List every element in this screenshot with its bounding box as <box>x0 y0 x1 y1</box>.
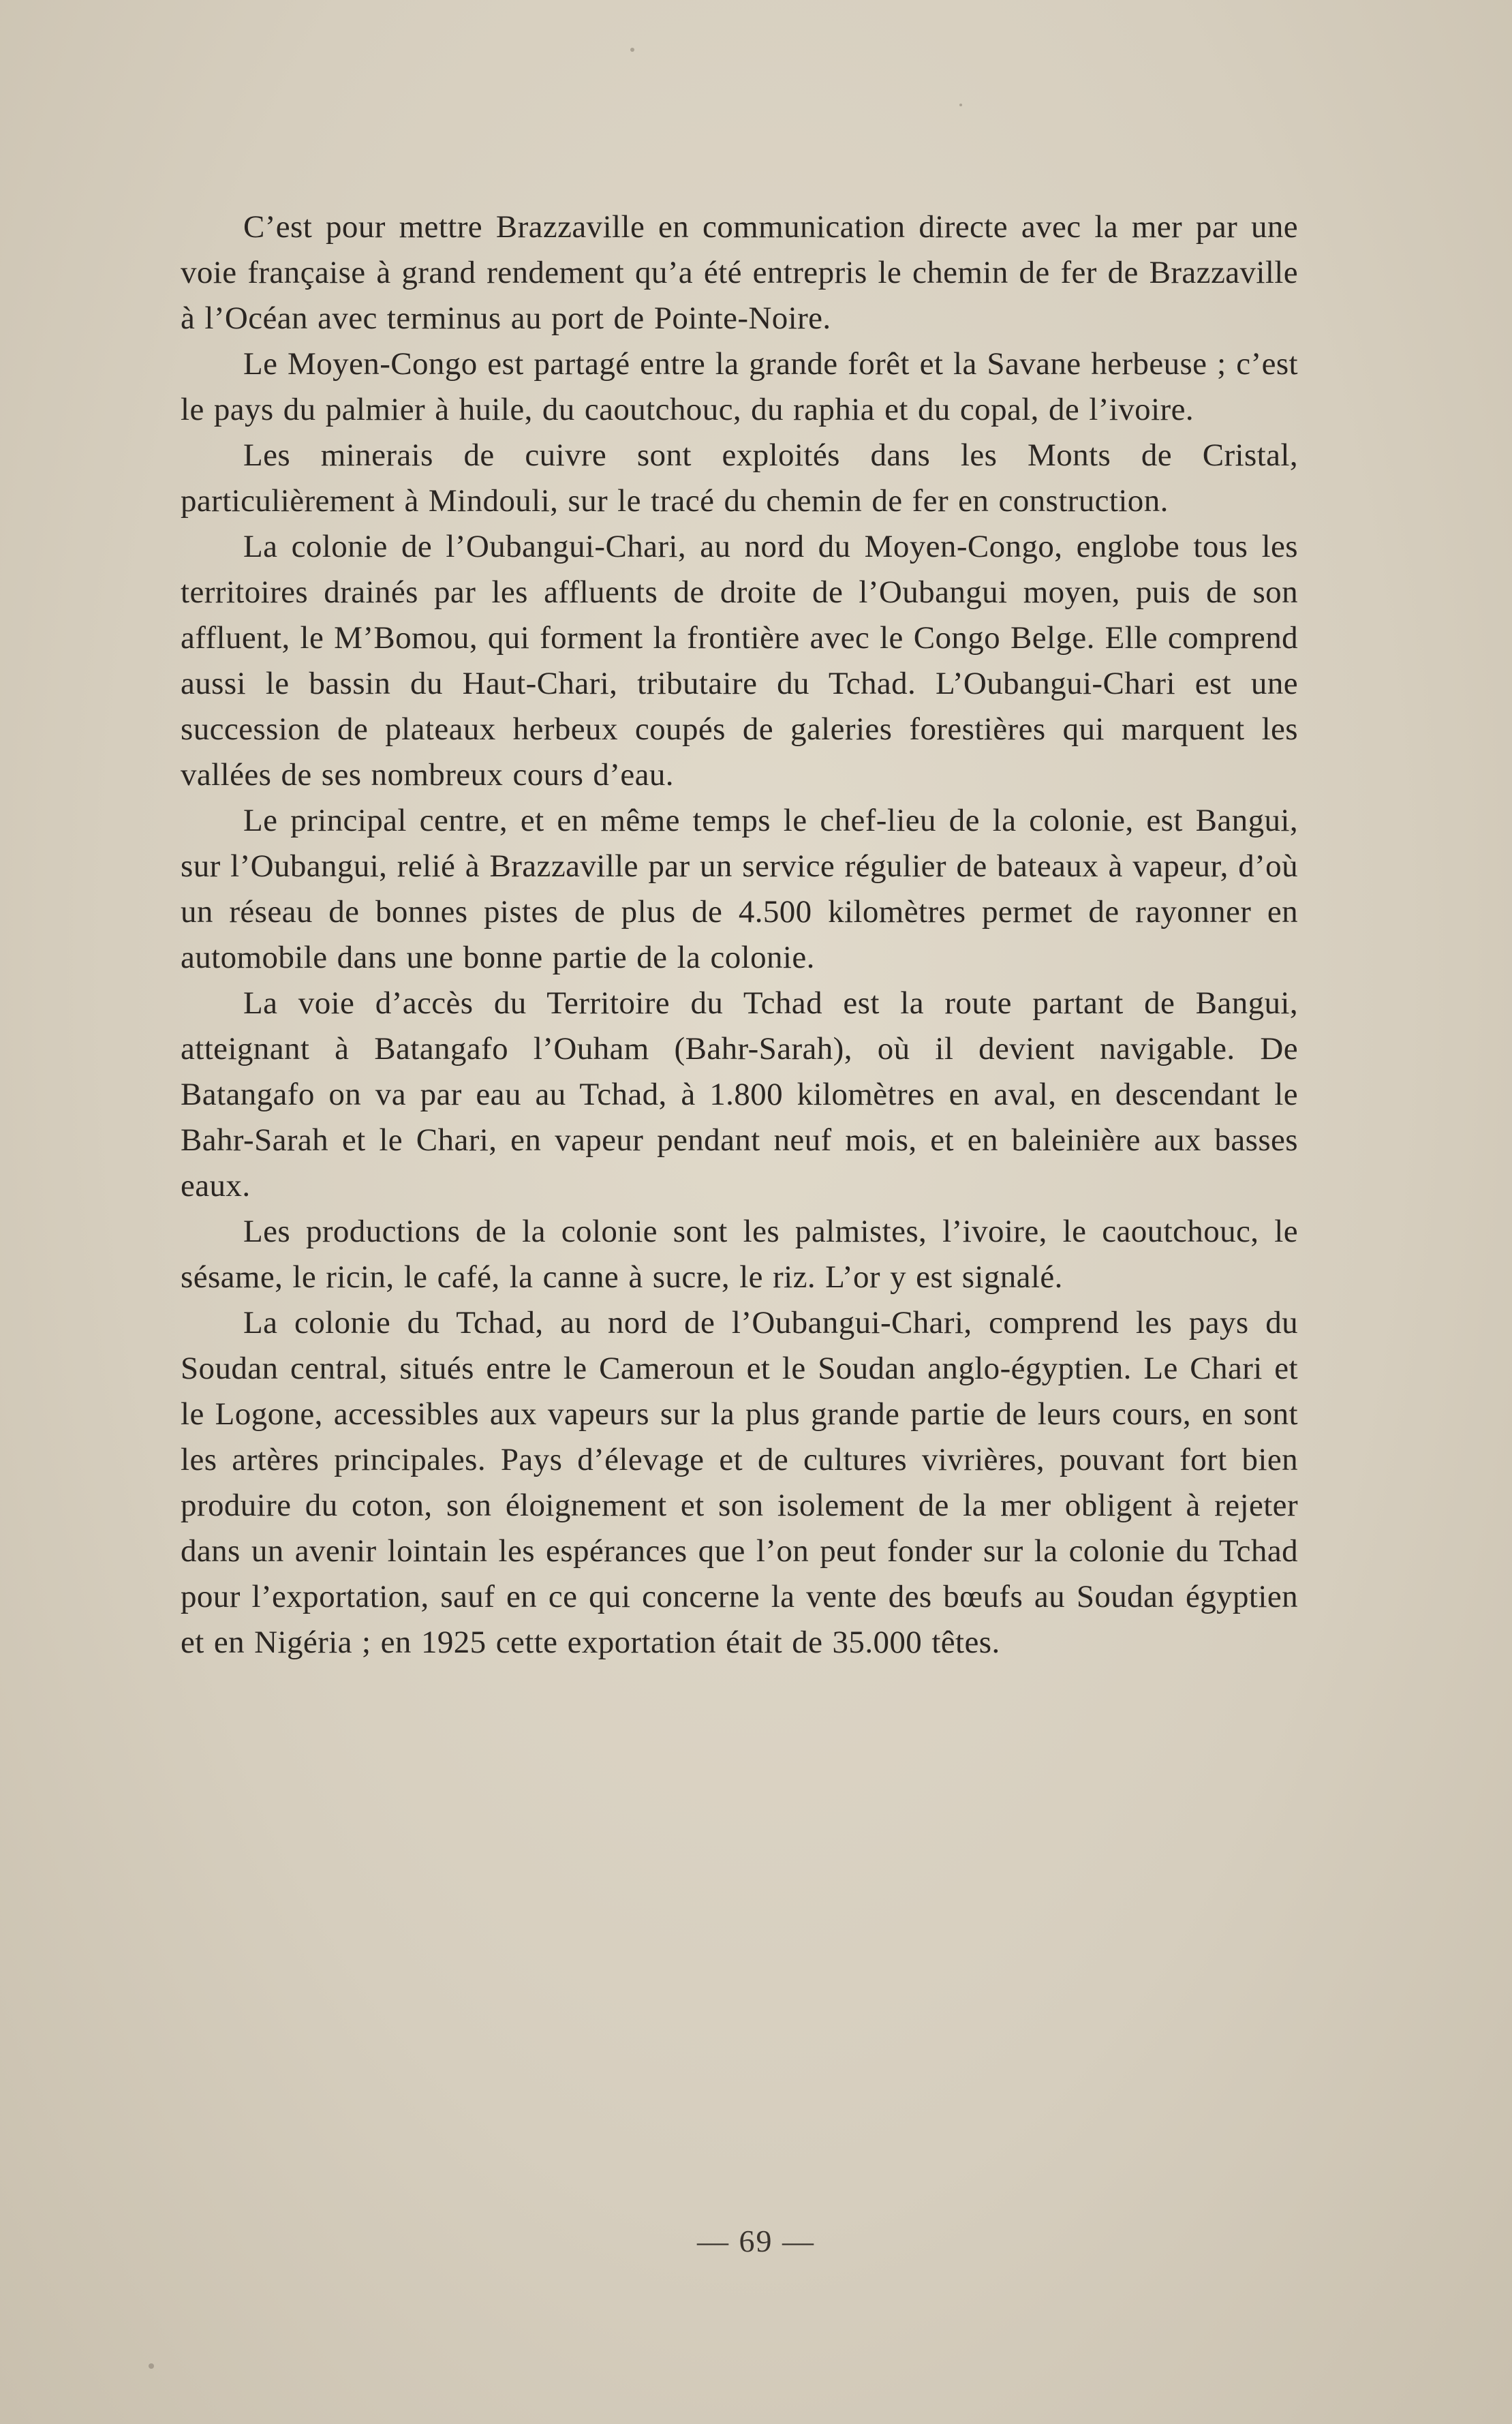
paragraph: Le Moyen-Congo est partagé entre la grande forêt et la Savane herbeuse ; c’est le pays du palmier à huile, du caoutchouc, du raphia et du copal, de l’ivoire. <box>181 346 1298 427</box>
paragraph: La voie d’accès du Territoire du Tchad est la route partant de Bangui, atteignant à Batangafo l’Ouham (Bahr-Sarah), où il devient navigable. De Batangafo on va par eau au Tchad, à 1.800 kilomètres en aval, en descendant le Bahr-Sarah et le Chari, en vapeur pendant neuf mois, et en baleinière aux basses eaux. <box>181 985 1298 1203</box>
paragraph: Les minerais de cuivre sont exploités dans les Monts de Cristal, particulièrement à Mindouli, sur le tracé du chemin de fer en construction. <box>181 438 1298 519</box>
page-number: — 69 — <box>697 2224 815 2258</box>
paper-speck <box>959 104 962 106</box>
paragraph: Le principal centre, et en même temps le chef-lieu de la colonie, est Bangui, sur l’Oubangui, relié à Brazzaville par un service régulier de bateaux à vapeur, d’où un réseau de bonnes pistes de plus de 4.500 kilomètres permet de rayonner en automobile dans une bonne partie de la colonie. <box>181 803 1298 975</box>
body-text <box>181 204 1298 1666</box>
paragraph: Les productions de la colonie sont les palmistes, l’ivoire, le caoutchouc, le sésame, le ricin, le café, la canne à sucre, le riz. L’or y est signalé. <box>181 1214 1298 1295</box>
paper-speck <box>149 2363 154 2369</box>
paragraph: La colonie de l’Oubangui-Chari, au nord du Moyen-Congo, englobe tous les territoires drainés par les affluents de droite de l’Oubangui moyen, puis de son affluent, le M’Bomou, qui forment la frontière avec le Congo Belge. Elle comprend aussi le bassin du Haut-Chari, tributaire du Tchad. L’Oubangui-Chari est une succession de plateaux herbeux coupés de galeries forestières qui marquent les vallées de ses nombreux cours d’eau. <box>181 529 1298 793</box>
paper-speck <box>630 48 634 52</box>
paragraph: C’est pour mettre Brazzaville en communication directe avec la mer par une voie française à grand rendement qu’a été entrepris le chemin de fer de Brazzaville à l’Océan avec terminus au port de Pointe-Noire. <box>181 209 1298 336</box>
paragraph: La colonie du Tchad, au nord de l’Oubangui-Chari, comprend les pays du Soudan central, situés entre le Cameroun et le Soudan anglo-égyptien. Le Chari et le Logone, accessibles aux vapeurs sur la plus grande partie de leurs cours, en sont les artères principales. Pays d’élevage et de cultures vivrières, pouvant fort bien produire du coton, son éloignement et son isolement de la mer obligent à rejeter dans un avenir lointain les espérances que l’on peut fonder sur la colonie du Tchad pour l’exportation, sauf en ce qui concerne la vente des bœufs au Soudan égyptien et en Nigéria ; en 1925 cette exportation était de 35.000 têtes. <box>181 1305 1298 1660</box>
